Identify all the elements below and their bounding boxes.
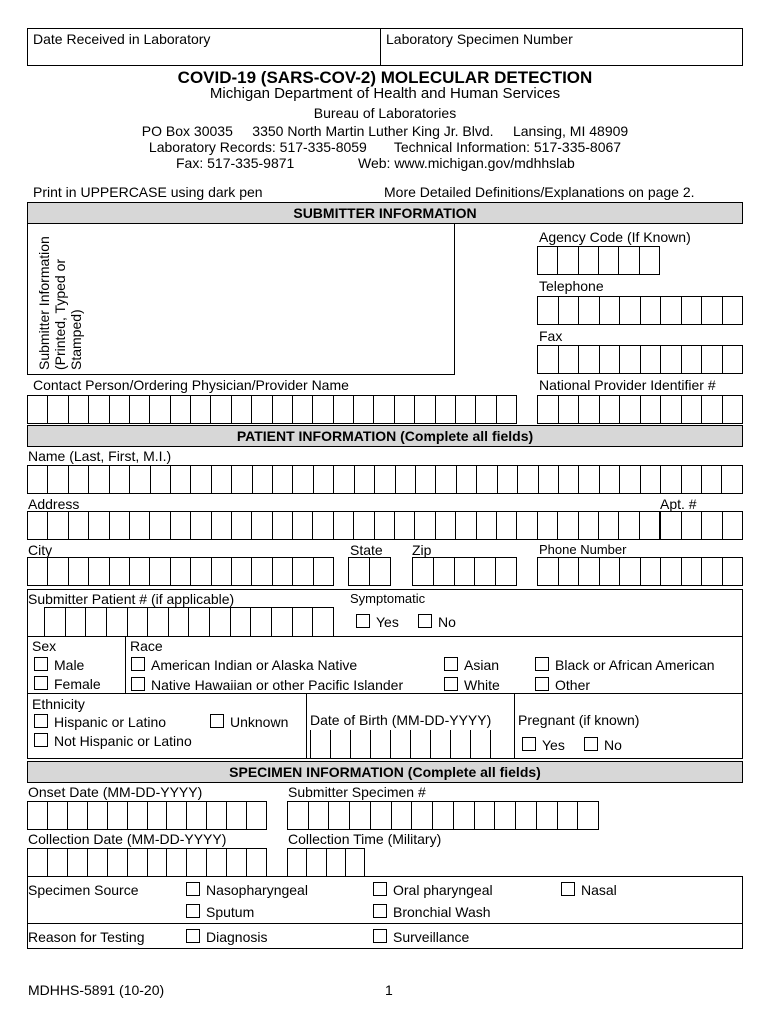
bureau-name: Bureau of Laboratories — [313, 105, 457, 121]
ethnicity-unknown-checkbox[interactable] — [210, 714, 224, 728]
ethnicity-unknown-label: Unknown — [230, 714, 289, 730]
symptomatic-no-checkbox[interactable] — [418, 614, 432, 628]
submitter-vertical-label: Submitter Information (Printed, Typed or Stamped) — [36, 236, 84, 370]
ethnicity-divider — [306, 693, 307, 759]
onset-date-label: Onset Date (MM-DD-YYYY) — [28, 784, 203, 800]
npi-cells[interactable] — [537, 395, 743, 424]
submitter-section-bar: SUBMITTER INFORMATION — [27, 202, 743, 224]
page-number: 1 — [385, 982, 393, 998]
bronchial-wash-checkbox[interactable] — [373, 904, 387, 918]
bronchial-wash-label: Bronchial Wash — [393, 904, 491, 920]
sputum-checkbox[interactable] — [186, 904, 200, 918]
diagnosis-label: Diagnosis — [206, 929, 268, 945]
symptomatic-yes-checkbox[interactable] — [356, 614, 370, 628]
dob-cells[interactable] — [310, 730, 510, 759]
npi-label: National Provider Identifier # — [539, 377, 716, 393]
lab-web: Web: www.michigan.gov/mdhhslab — [358, 155, 575, 171]
zip-cells[interactable] — [412, 557, 517, 586]
oral-pharyngeal-label: Oral pharyngeal — [393, 882, 493, 898]
pregnant-no-label: No — [604, 737, 622, 753]
instructions-right: More Detailed Definitions/Explanations on page 2. — [384, 184, 695, 200]
agency-code-cells[interactable] — [537, 246, 660, 275]
female-label: Female — [54, 676, 101, 692]
race-aian-checkbox[interactable] — [131, 657, 145, 671]
race-asian-label: Asian — [464, 657, 500, 673]
nasopharyngeal-checkbox[interactable] — [186, 882, 200, 896]
submitter-specimen-label: Submitter Specimen # — [288, 784, 426, 800]
hispanic-label: Hispanic or Latino — [54, 714, 167, 730]
ethnicity-label: Ethnicity — [32, 696, 85, 712]
race-black-label: Black or African American — [555, 657, 715, 673]
collection-time-label: Collection Time (Military) — [288, 831, 442, 847]
male-label: Male — [54, 657, 85, 673]
nasopharyngeal-label: Nasopharyngeal — [206, 882, 308, 898]
race-white-checkbox[interactable] — [444, 677, 458, 691]
pregnant-yes-label: Yes — [542, 737, 565, 753]
symptomatic-label: Symptomatic — [350, 591, 426, 606]
fax-cells[interactable] — [537, 345, 743, 374]
state-cells[interactable] — [348, 557, 391, 586]
sputum-label: Sputum — [206, 904, 255, 920]
female-checkbox[interactable] — [34, 676, 48, 690]
collection-time-cells[interactable] — [287, 848, 365, 877]
phone-number-cells[interactable] — [537, 557, 743, 586]
specimen-source-label: Specimen Source — [28, 882, 139, 898]
mailing-address: PO Box 30035 3350 North Martin Luther King Jr. Blvd. Lansing, MI 48909 — [141, 123, 629, 139]
phone-number-label: Phone Number — [539, 542, 627, 557]
date-received-label: Date Received in Laboratory — [33, 31, 211, 47]
specimen-section-bar: SPECIMEN INFORMATION (Complete all fields) — [27, 761, 743, 783]
pregnant-yes-checkbox[interactable] — [522, 737, 536, 751]
onset-date-cells[interactable] — [27, 801, 267, 830]
specimen-number-label: Laboratory Specimen Number — [386, 31, 573, 47]
sex-label: Sex — [32, 638, 57, 654]
zip-label: Zip — [412, 542, 432, 558]
apt-label: Apt. # — [660, 496, 697, 512]
symptomatic-no-label: No — [438, 614, 456, 630]
not-hispanic-label: Not Hispanic or Latino — [54, 733, 192, 749]
form-title: COVID-19 (SARS-COV-2) MOLECULAR DETECTION — [177, 68, 593, 87]
race-other-checkbox[interactable] — [535, 677, 549, 691]
collection-date-cells[interactable] — [27, 848, 267, 877]
reason-label: Reason for Testing — [28, 929, 145, 945]
apt-cells[interactable] — [660, 511, 743, 540]
agency-code-label: Agency Code (If Known) — [539, 229, 691, 245]
submitter-patient-cells[interactable] — [44, 607, 334, 637]
city-cells[interactable] — [27, 557, 334, 586]
submitter-info-box[interactable] — [27, 223, 455, 375]
sex-race-divider — [125, 636, 126, 694]
telephone-label: Telephone — [539, 278, 604, 294]
collection-date-label: Collection Date (MM-DD-YYYY) — [28, 831, 227, 847]
address-label: Address — [28, 496, 80, 512]
dob-label: Date of Birth (MM-DD-YYYY) — [310, 712, 492, 728]
symptomatic-yes-label: Yes — [376, 614, 399, 630]
race-asian-checkbox[interactable] — [444, 657, 458, 671]
pregnant-label: Pregnant (if known) — [518, 712, 640, 728]
not-hispanic-checkbox[interactable] — [34, 733, 48, 747]
race-other-label: Other — [555, 677, 591, 693]
race-aian-label: American Indian or Alaska Native — [151, 657, 358, 673]
contact-person-cells[interactable] — [27, 395, 517, 424]
submitter-specimen-cells[interactable] — [287, 801, 599, 830]
surveillance-checkbox[interactable] — [373, 929, 387, 943]
submitter-patient-label: Submitter Patient # (if applicable) — [28, 591, 235, 607]
fax-label: Fax — [539, 328, 563, 344]
race-label: Race — [130, 638, 163, 654]
surveillance-label: Surveillance — [393, 929, 470, 945]
phone-numbers: Laboratory Records: 517-335-8059 Technical Information: 517-335-8067 — [148, 139, 622, 155]
patient-name-cells[interactable] — [27, 465, 743, 494]
patient-section-bar: PATIENT INFORMATION (Complete all fields) — [27, 425, 743, 447]
patient-name-label: Name (Last, First, M.I.) — [28, 448, 172, 464]
oral-pharyngeal-checkbox[interactable] — [373, 882, 387, 896]
department-name: Michigan Department of Health and Human Services — [209, 85, 561, 102]
instructions-left: Print in UPPERCASE using dark pen — [33, 184, 263, 200]
nasal-label: Nasal — [581, 882, 617, 898]
city-label: City — [28, 542, 53, 558]
race-black-checkbox[interactable] — [535, 657, 549, 671]
telephone-cells[interactable] — [537, 296, 743, 325]
race-nhpi-label: Native Hawaiian or other Pacific Islander — [151, 677, 404, 693]
hispanic-checkbox[interactable] — [34, 714, 48, 728]
dob-divider — [514, 693, 515, 759]
nasal-checkbox[interactable] — [561, 882, 575, 896]
lab-fax: Fax: 517-335-9871 — [176, 155, 295, 171]
form-id: MDHHS-5891 (10-20) — [28, 982, 165, 998]
state-label: State — [350, 542, 383, 558]
race-white-label: White — [464, 677, 500, 693]
pregnant-no-checkbox[interactable] — [584, 737, 598, 751]
contact-person-label: Contact Person/Ordering Physician/Provider Name — [33, 377, 349, 393]
diagnosis-checkbox[interactable] — [186, 929, 200, 943]
male-checkbox[interactable] — [34, 657, 48, 671]
address-cells[interactable] — [27, 511, 660, 540]
race-nhpi-checkbox[interactable] — [131, 677, 145, 691]
